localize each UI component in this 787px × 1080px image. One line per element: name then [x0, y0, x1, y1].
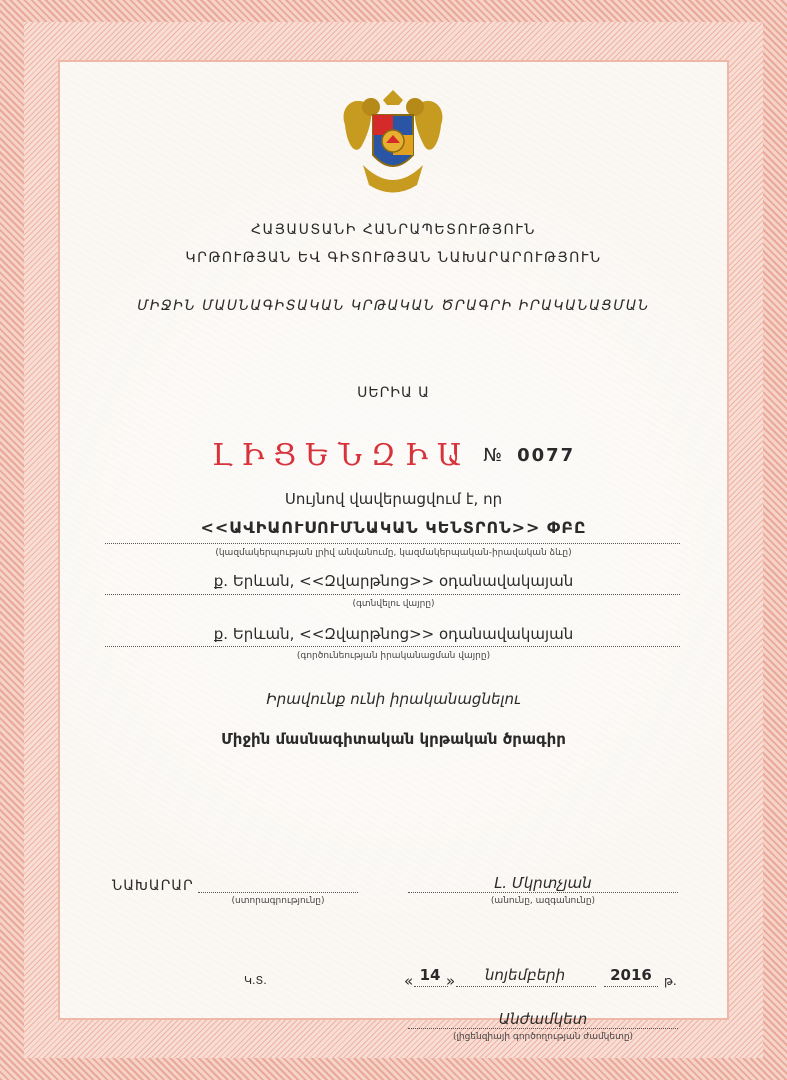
- date-quote-open: «: [404, 972, 414, 990]
- country-heading: ՀԱՅԱՍՏԱՆԻ ՀԱՆՐԱՊԵՏՈՒԹՅՈՒՆ: [250, 222, 536, 238]
- coat-of-arms-emblem: [333, 85, 453, 205]
- location-underline: [105, 594, 680, 595]
- validity-underline: [408, 1028, 678, 1029]
- date-year: 2016: [610, 966, 652, 984]
- minister-name: Լ. Մկրտչյան: [494, 874, 592, 892]
- signature-line: [198, 892, 358, 893]
- series-label: ՍԵՐԻԱ Ա: [357, 385, 430, 401]
- program-name: Միջին մասնագիտական կրթական ծրագիր: [221, 730, 566, 748]
- activity-location-value: ք. Երևան, <<Զվարթնոց>> օդանավակայան: [213, 625, 574, 643]
- year-underline: [604, 986, 658, 987]
- location-value: ք. Երևան, <<Զվարթնոց>> օդանավակայան: [213, 572, 574, 590]
- activity-location-underline: [105, 646, 680, 647]
- date-quote-close: »: [446, 972, 456, 990]
- license-subject-heading: ՄԻՋԻՆ ՄԱՍՆԱԳԻՏԱԿԱՆ ԿՐԹԱԿԱՆ ԾՐԱԳՐԻ ԻՐԱԿԱՆԱՑՄԱՆ: [137, 298, 650, 314]
- license-title-row: [0, 438, 787, 473]
- month-underline: [456, 986, 596, 987]
- license-title: ԼԻՑԵՆԶԻԱ: [211, 438, 471, 473]
- certify-text: Սույնով վավերացվում է, որ: [284, 490, 503, 508]
- signature-caption: (ստորագրությունը): [231, 896, 325, 906]
- right-label: Իրավունք ունի իրականացնելու: [266, 690, 521, 708]
- organization-caption: (կազմակերպության լրիվ անվանումը, կազմակերպական-իրավական ձևը): [215, 548, 572, 558]
- validity-value: Անժամկետ: [498, 1010, 588, 1028]
- validity-caption: (լիցենզիայի գործողության ժամկետը): [452, 1032, 634, 1042]
- license-number: 0077: [517, 445, 576, 466]
- ministry-heading: ԿՐԹՈՒԹՅԱՆ ԵՎ ԳԻՏՈՒԹՅԱՆ ՆԱԽԱՐԱՐՈՒԹՅՈՒՆ: [185, 250, 602, 266]
- day-underline: [414, 986, 448, 987]
- activity-location-caption: (գործունեության իրականացման վայրը): [296, 651, 491, 661]
- organization-underline: [105, 543, 680, 544]
- year-suffix: թ.: [664, 974, 677, 988]
- number-sign: №: [483, 445, 502, 466]
- organization-name: <<ԱՎԻԱՈՒՍՈՒՄՆԱԿԱՆ ԿԵՆՏՐՈՆ>> ՓԲԸ: [200, 518, 587, 537]
- name-caption: (անունը, ազգանունը): [490, 896, 596, 906]
- stamp-label: Կ.Տ.: [244, 974, 267, 987]
- date-month: նոյեմբերի: [484, 966, 566, 984]
- date-day: 14: [419, 966, 441, 984]
- location-caption: (գտնվելու վայրը): [352, 599, 435, 609]
- name-underline: [408, 892, 678, 893]
- minister-label: ՆԱԽԱՐԱՐ: [112, 878, 194, 894]
